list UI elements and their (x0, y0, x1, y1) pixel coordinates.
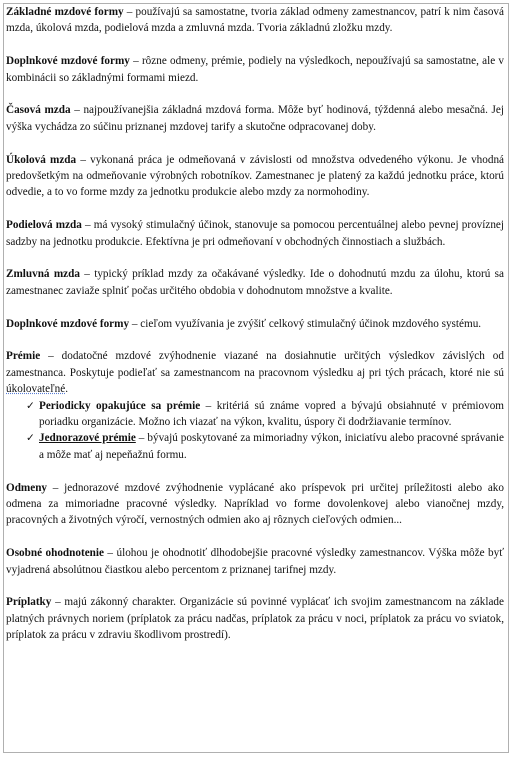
definition-text: – cieľom využívania je zvýšiť celkový stimulačný účinok mzdového systému. (129, 317, 482, 330)
term-doplnkove-formy: Doplnkové mzdové formy (6, 317, 130, 330)
paragraph-zmluvna-mzda (6, 266, 504, 299)
paragraph-casova-mzda (6, 102, 504, 135)
paragraph-osobne-ohodnotenie (6, 545, 504, 578)
definition-text: – dodatočné mzdové zvýhodnenie viazané na dosiahnutie určitých výsledkov závislých od zamestnanca. Poskytuje podieľať sa zamestnancom na pracovnom výsledku aj pri tých prácach, ktoré nie sú (6, 350, 504, 379)
definition-text: – má vysoký stimulačný účinok, stanovuje sa pomocou percentuálnej alebo pevnej províznej sadzby na jednotku produkcie. Efektívna je pri odmeňovaní v obchodných činnostiach a službách. (6, 219, 504, 248)
term-priplatky: Príplatky (6, 596, 52, 609)
paragraph-zakladne-formy (6, 4, 504, 37)
paragraph-doplnkove-formy (6, 53, 504, 86)
list-item (26, 430, 504, 463)
check-mark-icon: ✓ (26, 399, 35, 412)
definition-text: – vykonaná práca je odmeňovaná v závislosti od množstva odvedeného výkonu. Je vhodná predovšetkým na odmeňovanie výrobných robotníkov. Zamestnanec je platený za každú jednotku práce, ktorú odvedie, a to vo forme mzdy za jednotku produkcie alebo mzdy za normohodiny. (6, 153, 505, 199)
term-osobne-ohodnotenie: Osobné ohodnotenie (6, 547, 104, 560)
list-item (26, 398, 504, 431)
definition-text: – kritériá sú známe vopred a bývajú obsiahnuté v prémiovom poriadku organizácie. Možno ich viazať na výkon, kvalitu, úspory či dodržiavanie termínov. (39, 399, 504, 429)
paragraph-premie (6, 348, 504, 397)
check-mark-icon: ✓ (26, 432, 35, 445)
definition-text: – typický príklad mzdy za očakávané výsledky. Ide o dohodnutú mzdu za úlohu, ktorú sa zamestnanec zaviaže splniť počas určitého obdobia v dohodnutom množstve a kvalite. (6, 268, 504, 297)
paragraph-priplatky (6, 594, 504, 643)
definition-text: – najpoužívanejšia základná mzdová forma. Môže byť hodinová, týždenná alebo mesačná. Jej výška vychádza zo súčinu priznanej mzdovej tarify a skutočne odpracovanej doby. (6, 104, 504, 133)
paragraph-podielova-mzda (6, 217, 504, 250)
definition-text: – jednorazové mzdové zvýhodnenie vyplácané ako príspevok pri určitej príležitosti alebo ako odmena za mimoriadne pracovné výsledky. Napríklad vo forme dovolenkovej alebo vianočnej mzdy, pracovných a životných výročí, vernostných odmien ako aj rôznych cieľových odmien... (6, 481, 504, 527)
term-casova-mzda: Časová mzda (6, 104, 71, 117)
term-jednorazove-premie: Jednorazové prémie (39, 432, 136, 445)
paragraph-odmeny (6, 480, 504, 529)
term-zakladne-formy: Základné mzdové formy (6, 6, 124, 18)
definition-text: – bývajú poskytované za mimoriadny výkon, iniciatívu alebo pracovné správanie a môže mať aj nepeňažnú formu. (39, 432, 504, 461)
term-ukolova-mzda: Úkolová mzda (6, 153, 77, 166)
definition-text: – majú zákonný charakter. Organizácie sú povinné vyplácať ich svojim zamestnancom na základe platných právnych noriem (príplatok za prácu nadčas, príplatok za prácu v noci, príplatok za prácu vo sviatok, príplatok za prácu v zdraviu škodlivom prostredí). (6, 596, 504, 642)
term-podielova-mzda: Podielová mzda (6, 219, 82, 232)
spellcheck-underlined-word: úkolovateľné (6, 383, 66, 396)
paragraph-ukolova-mzda (6, 152, 504, 201)
paragraph-doplnkove-formy-ciel (6, 316, 504, 332)
sentence-end: . (65, 383, 69, 396)
term-zmluvna-mzda: Zmluvná mzda (6, 268, 80, 281)
term-periodicke-premie: Periodicky opakujúce sa prémie (39, 399, 201, 412)
term-doplnkove-formy: Doplnkové mzdové formy (6, 55, 130, 68)
document-page (3, 3, 509, 753)
term-odmeny: Odmeny (6, 481, 48, 494)
definition-text: – používajú sa samostatne, tvoria základ odmeny zamestnancov, patrí k nim časová mzda, úkolová mzda, podielová mzda a zmluvná mzda. Tvoria základnú zložku mzdy. (6, 6, 504, 35)
term-premie: Prémie (6, 350, 41, 363)
definition-text: – úlohou je ohodnotiť dlhodobejšie pracovné výsledky zamestnancov. Výška môže byť vyjadrená absolútnou čiastkou alebo percentom z priznanej tarifnej mzdy. (6, 547, 504, 576)
premie-types-list (6, 398, 504, 464)
definition-text: – rôzne odmeny, prémie, podiely na výsledkoch, nepoužívajú sa samostatne, ale v kombinácii so základnými formami miezd. (6, 55, 504, 84)
